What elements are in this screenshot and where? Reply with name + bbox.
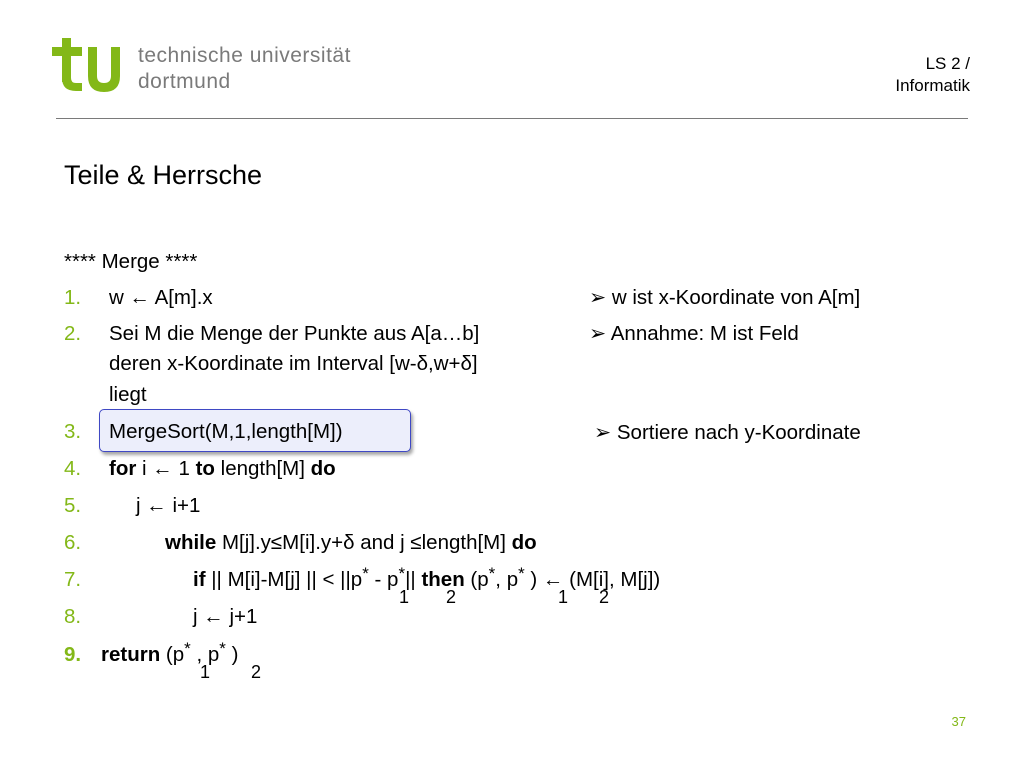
line-number-5: 5. xyxy=(64,494,82,517)
keyword-do: do xyxy=(310,457,336,480)
keyword-do: do xyxy=(511,531,537,554)
code-line-1: w ← A[m].x xyxy=(109,286,213,309)
subscript-1: 1 xyxy=(200,662,211,682)
comment-3: ➢ Sortiere nach y-Koordinate xyxy=(594,421,861,444)
line-number-8: 8. xyxy=(64,605,82,628)
slide-title: Teile & Herrsche xyxy=(64,160,263,190)
keyword-for: for xyxy=(109,457,137,480)
star-superscript: * xyxy=(184,639,191,658)
code-line-2a: Sei M die Menge der Punkte aus A[a…b] xyxy=(109,322,480,345)
line-number-9: 9. xyxy=(64,643,82,666)
code-text: , p xyxy=(190,643,220,666)
star-superscript: * xyxy=(398,564,406,583)
subscript-2: 2 xyxy=(251,662,262,682)
header-divider xyxy=(56,118,968,119)
subscript-1: 1 xyxy=(399,587,410,607)
code-line-2c: liegt xyxy=(109,383,147,406)
code-line-8: j ← j+1 xyxy=(193,605,258,628)
line-number-6: 6. xyxy=(64,531,82,554)
line-number-1: 1. xyxy=(64,286,82,309)
university-name-line2: dortmund xyxy=(138,70,231,93)
code-line-5: j ← i+1 xyxy=(136,494,201,517)
code-line-2b: deren x-Koordinate im Interval [w-δ,w+δ] xyxy=(109,352,478,375)
comment-2: ➢ Annahme: M ist Feld xyxy=(589,322,799,345)
code-line-9 xyxy=(101,639,239,668)
comment-1: ➢ w ist x-Koordinate von A[m] xyxy=(589,286,861,309)
keyword-then: then xyxy=(421,568,465,591)
keyword-return: return xyxy=(101,643,161,666)
line-number-2: 2. xyxy=(64,322,82,345)
line-number-3: 3. xyxy=(64,420,82,443)
algorithm-heading: **** Merge **** xyxy=(64,250,198,273)
code-text: || xyxy=(405,568,422,591)
code-text: (p xyxy=(464,568,489,591)
code-text: length[M] xyxy=(214,457,311,480)
code-line-7 xyxy=(193,564,661,593)
chair-label-line1: LS 2 / xyxy=(925,54,970,73)
code-text: (p xyxy=(160,643,185,666)
keyword-if: if xyxy=(193,568,206,591)
chair-label xyxy=(895,53,970,97)
code-text: ) xyxy=(225,643,239,666)
code-line-4 xyxy=(109,457,336,481)
chair-label-line2: Informatik xyxy=(895,76,970,95)
code-line-3: MergeSort(M,1,length[M]) xyxy=(109,420,343,443)
code-text: || M[i]-M[j] || < ||p xyxy=(205,568,363,591)
subscript-2: 2 xyxy=(599,587,610,607)
subscript-2: 2 xyxy=(446,587,457,607)
page-number: 37 xyxy=(951,714,966,729)
university-name-line1: technische universität xyxy=(138,44,351,67)
code-text: i ← 1 xyxy=(136,457,196,480)
subscript-1: 1 xyxy=(558,587,569,607)
line-number-7: 7. xyxy=(64,568,82,591)
keyword-to: to xyxy=(195,457,215,480)
tu-logo-icon xyxy=(52,38,124,92)
code-text: M[j].y≤M[i].y+δ and j ≤length[M] xyxy=(216,531,512,554)
star-superscript: * xyxy=(488,564,496,583)
code-text: ) ← (M[i], M[j]) xyxy=(524,568,661,591)
code-text: , p xyxy=(495,568,519,591)
code-line-6 xyxy=(165,531,537,555)
line-number-4: 4. xyxy=(64,457,82,480)
star-superscript: * xyxy=(362,564,369,583)
keyword-while: while xyxy=(165,531,217,554)
star-superscript: * xyxy=(219,639,226,658)
star-superscript: * xyxy=(518,564,525,583)
university-name xyxy=(138,43,351,95)
code-text: - p xyxy=(368,568,399,591)
